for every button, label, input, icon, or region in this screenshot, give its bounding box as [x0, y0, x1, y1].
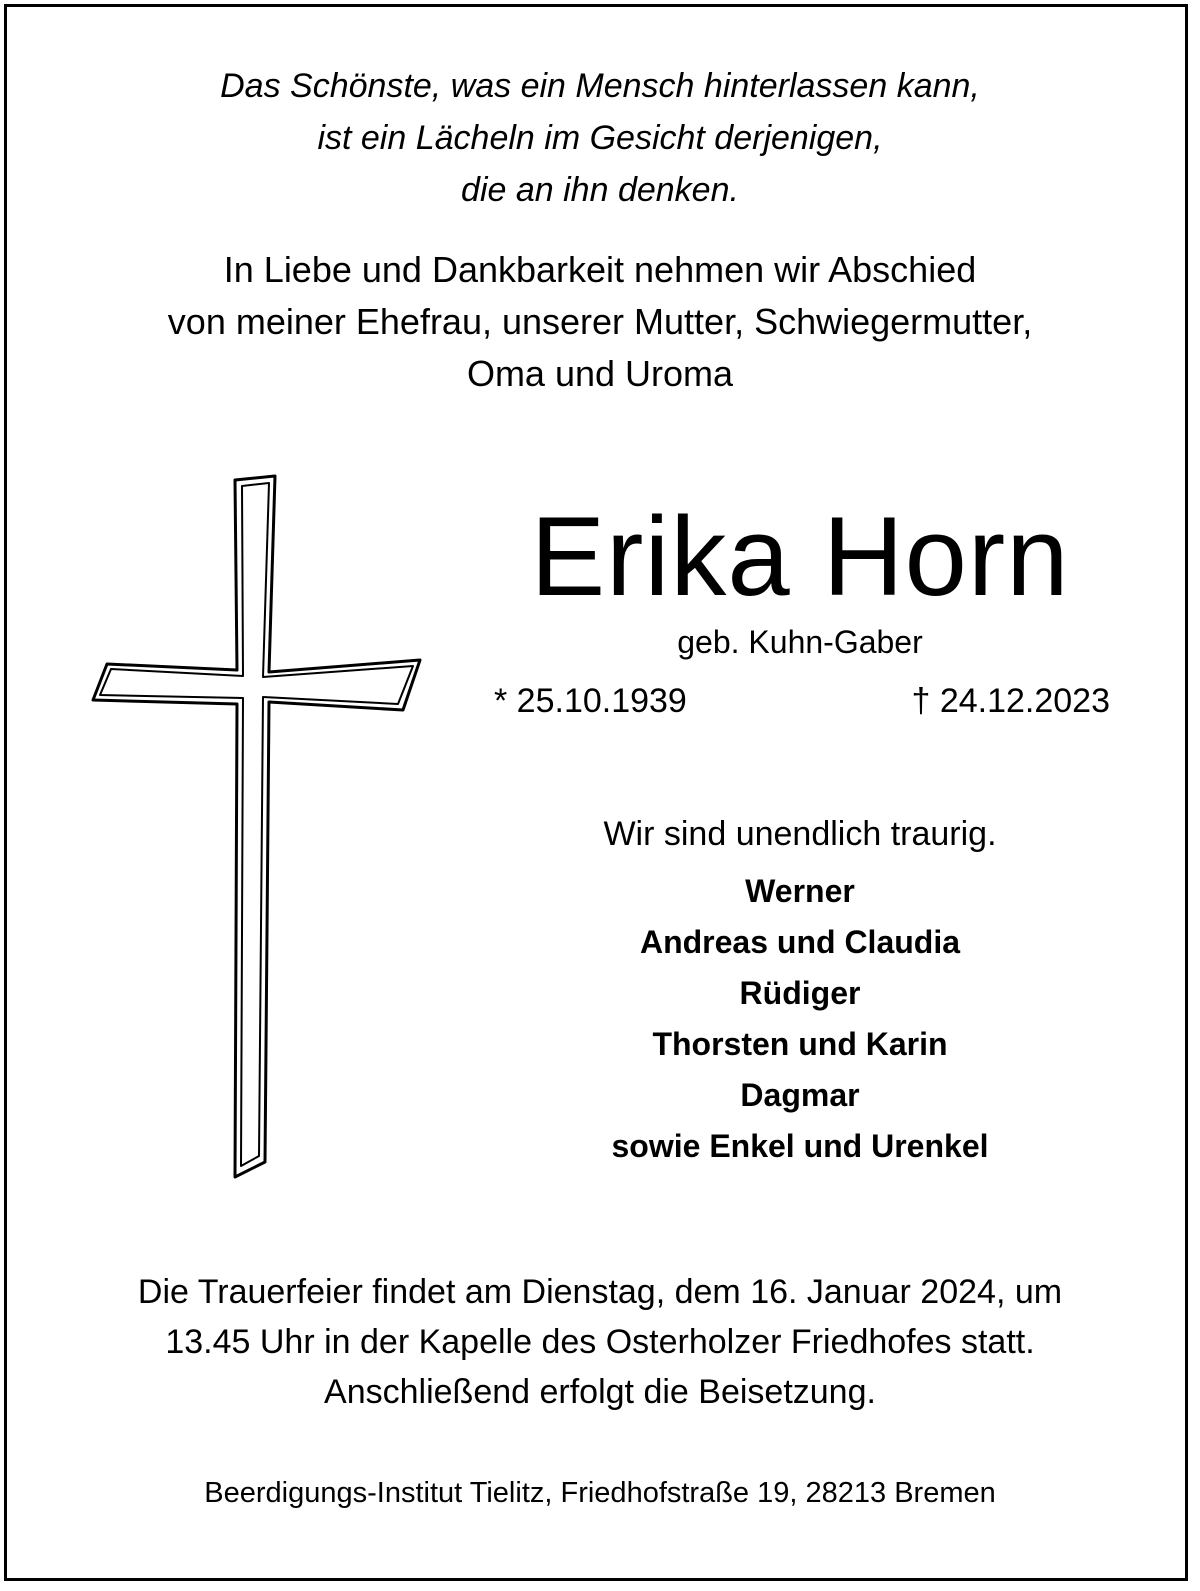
quote-line: die an ihn denken.	[461, 171, 739, 209]
memorial-quote	[0, 60, 1200, 216]
deceased-name: Erika Horn	[530, 494, 1070, 619]
mourner-name: Dagmar	[740, 1077, 860, 1113]
service-line: Anschließend erfolgt die Beisetzung.	[324, 1373, 876, 1411]
mourner-name: sowie Enkel und Urenkel	[611, 1128, 989, 1164]
death-date: † 24.12.2023	[911, 682, 1110, 720]
quote-line: ist ein Lächeln im Gesicht derjenigen,	[317, 119, 883, 157]
quote-line: Das Schönste, was ein Mensch hinterlassen kann,	[220, 67, 980, 105]
mourning-statement: Wir sind unendlich traurig.	[603, 815, 997, 853]
funeral-service-info	[0, 1267, 1200, 1417]
intro-line: von meiner Ehefrau, unserer Mutter, Schwiegermutter,	[167, 301, 1033, 342]
intro-line: In Liebe und Dankbarkeit nehmen wir Abschied	[223, 249, 977, 290]
birth-date: * 25.10.1939	[494, 682, 687, 720]
mourner-name: Andreas und Claudia	[639, 924, 961, 960]
intro-line: Oma und Uroma	[466, 353, 734, 394]
mourners-list	[480, 866, 1120, 1172]
life-dates	[480, 678, 1120, 724]
undertaker-address: Beerdigungs-Institut Tielitz, Friedhofstraße 19, 28213 Bremen	[204, 1477, 996, 1509]
mourner-name: Werner	[745, 873, 855, 909]
service-line: 13.45 Uhr in der Kapelle des Osterholzer Friedhofes statt.	[165, 1323, 1035, 1361]
farewell-intro	[0, 244, 1200, 400]
cross-icon	[85, 472, 425, 1187]
service-line: Die Trauerfeier findet am Dienstag, dem 16. Januar 2024, um	[137, 1273, 1063, 1311]
mourner-name: Thorsten und Karin	[652, 1026, 948, 1062]
maiden-name: geb. Kuhn-Gaber	[677, 624, 923, 660]
mourner-name: Rüdiger	[739, 975, 861, 1011]
